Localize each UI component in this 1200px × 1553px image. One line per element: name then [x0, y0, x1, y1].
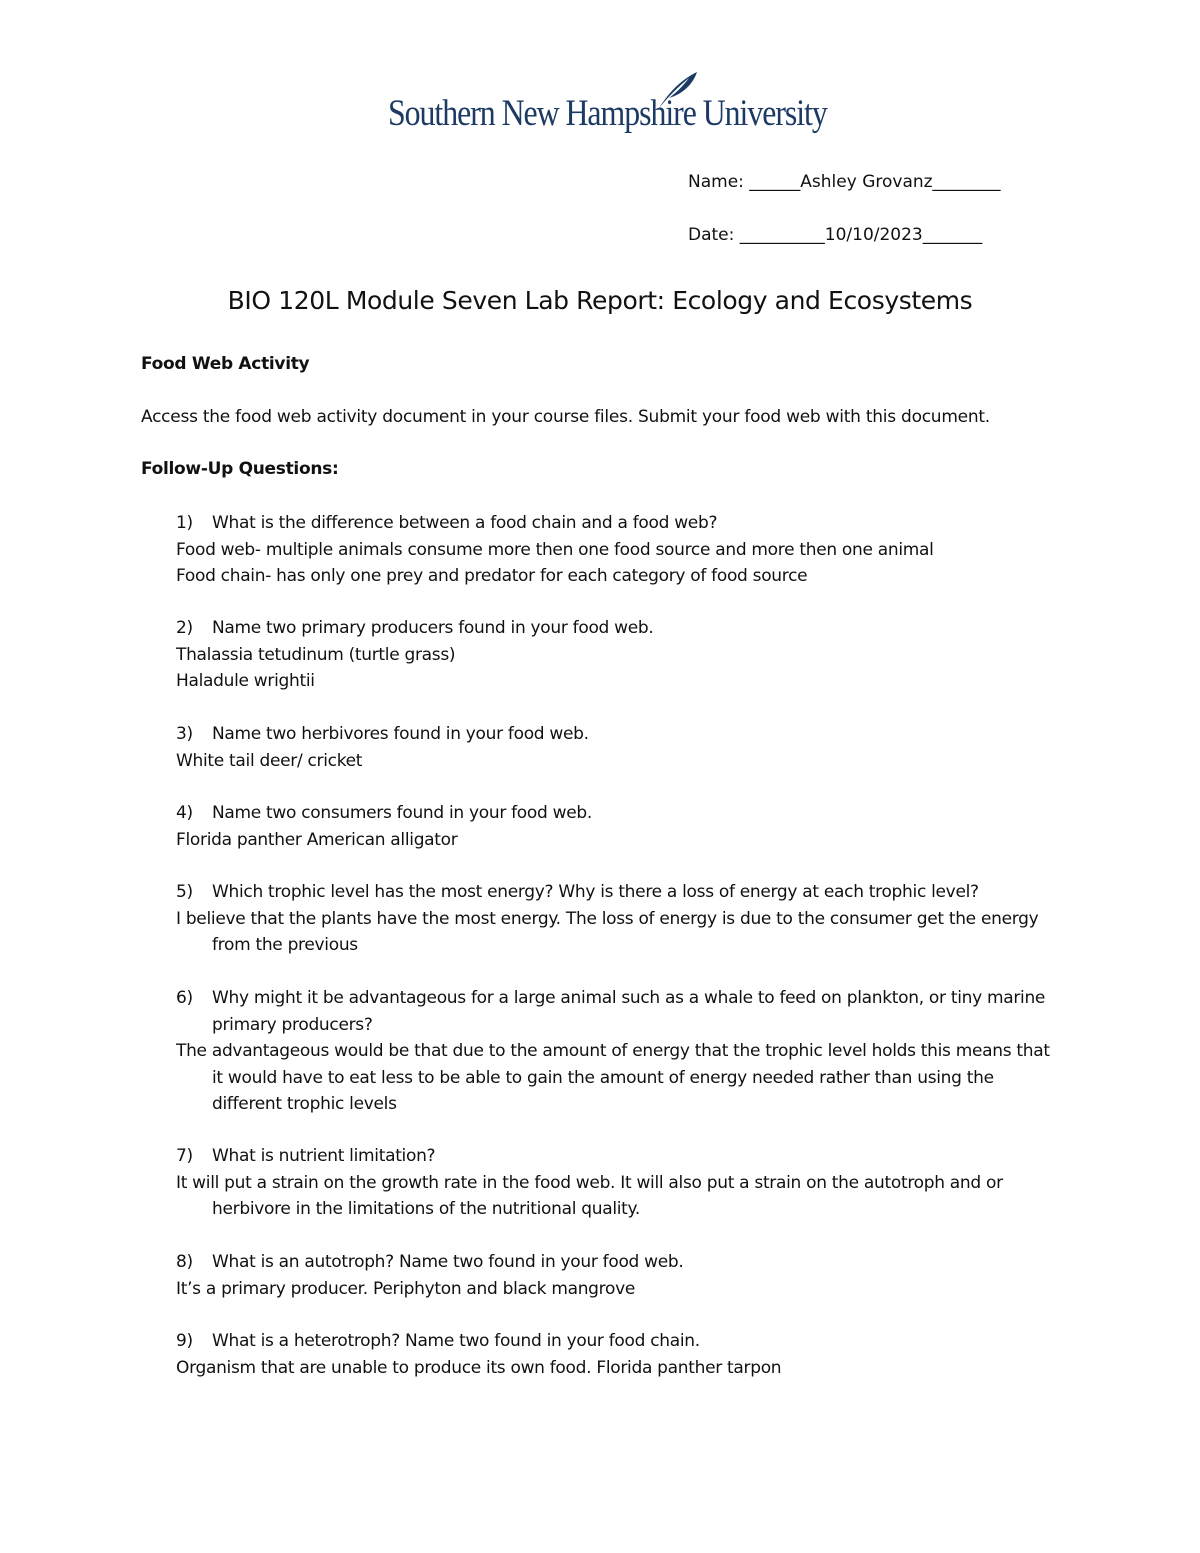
question-1 — [176, 510, 1056, 537]
question-text: Which trophic level has the most energy? Why is there a loss of energy at each trophic level? — [212, 882, 979, 902]
question-9 — [176, 1328, 1056, 1355]
question-block-8 — [176, 1249, 1056, 1302]
question-6 — [176, 985, 1056, 1038]
question-block-6 — [176, 985, 1056, 1118]
question-text: What is an autotroph? Name two found in your food web. — [212, 1252, 684, 1272]
question-number: 9) — [176, 1331, 193, 1351]
question-number: 1) — [176, 513, 193, 533]
answer-text: Thalassia tetudinum (turtle grass) — [176, 644, 456, 665]
food-web-heading: Food Web Activity — [141, 354, 310, 374]
logo-text: Southern New Hampshire University — [388, 93, 827, 134]
answer-text: Organism that are unable to produce its own food. Florida panther tarpon — [176, 1357, 782, 1378]
question-text: What is nutrient limitation? — [212, 1146, 436, 1166]
question-number: 8) — [176, 1252, 193, 1272]
question-2 — [176, 615, 1056, 642]
page-title: BIO 120L Module Seven Lab Report: Ecology and Ecosystems — [227, 286, 973, 315]
answer-text: Haladule wrightii — [176, 671, 315, 691]
date-line: Date: __________10/10/2023_______ — [688, 225, 983, 245]
question-number: 5) — [176, 882, 193, 902]
question-text: Name two primary producers found in your food web. — [212, 618, 654, 638]
question-text: Name two consumers found in your food web. — [212, 803, 592, 823]
follow-up-heading: Follow-Up Questions: — [141, 459, 339, 479]
answer-text: I believe that the plants have the most energy. The loss of energy is due to the consumer get the energy from the previous — [176, 908, 1039, 955]
answer-text: Food chain- has only one prey and predator for each category of food source — [176, 566, 808, 586]
answer-text: It will put a strain on the growth rate in the food web. It will also put a strain on the autotroph and or herbivore in the limitations of the nutritional quality. — [176, 1172, 1003, 1219]
question-8 — [176, 1249, 1056, 1276]
question-block-5 — [176, 879, 1056, 959]
question-4 — [176, 800, 1056, 827]
answer-text: It’s a primary producer. Periphyton and black mangrove — [176, 1278, 635, 1299]
answer-text: Food web- multiple animals consume more then one food source and more then one animal — [176, 539, 934, 560]
question-text: Why might it be advantageous for a large animal such as a whale to feed on plankton, or tiny marine primary producers? — [212, 988, 1046, 1035]
question-5 — [176, 879, 1056, 906]
question-block-3 — [176, 721, 1056, 774]
question-number: 6) — [176, 988, 193, 1008]
question-7 — [176, 1143, 1056, 1170]
name-line: Name: ______Ashley Grovanz________ — [688, 172, 1001, 192]
question-text: Name two herbivores found in your food web. — [212, 724, 589, 744]
question-text: What is a heterotroph? Name two found in your food chain. — [212, 1331, 700, 1351]
question-block-2 — [176, 615, 1056, 695]
question-number: 3) — [176, 724, 193, 744]
question-3 — [176, 721, 1056, 748]
answer-text: The advantageous would be that due to the amount of energy that the trophic level holds this means that it would have to eat less to be able to gain the amount of energy needed rather than using the different trophic levels — [176, 1041, 1050, 1114]
answer-text: Florida panther American alligator — [176, 829, 458, 850]
question-number: 4) — [176, 803, 193, 823]
question-block-1 — [176, 510, 1056, 590]
question-block-9 — [176, 1328, 1056, 1381]
food-web-instruction: Access the food web activity document in your course files. Submit your food web with this document. — [141, 407, 990, 427]
question-number: 7) — [176, 1146, 193, 1166]
question-block-4 — [176, 800, 1056, 853]
university-logo — [388, 70, 827, 136]
question-number: 2) — [176, 618, 193, 638]
answer-text: White tail deer/ cricket — [176, 750, 363, 771]
question-block-7 — [176, 1143, 1056, 1223]
question-text: What is the difference between a food chain and a food web? — [212, 513, 718, 533]
